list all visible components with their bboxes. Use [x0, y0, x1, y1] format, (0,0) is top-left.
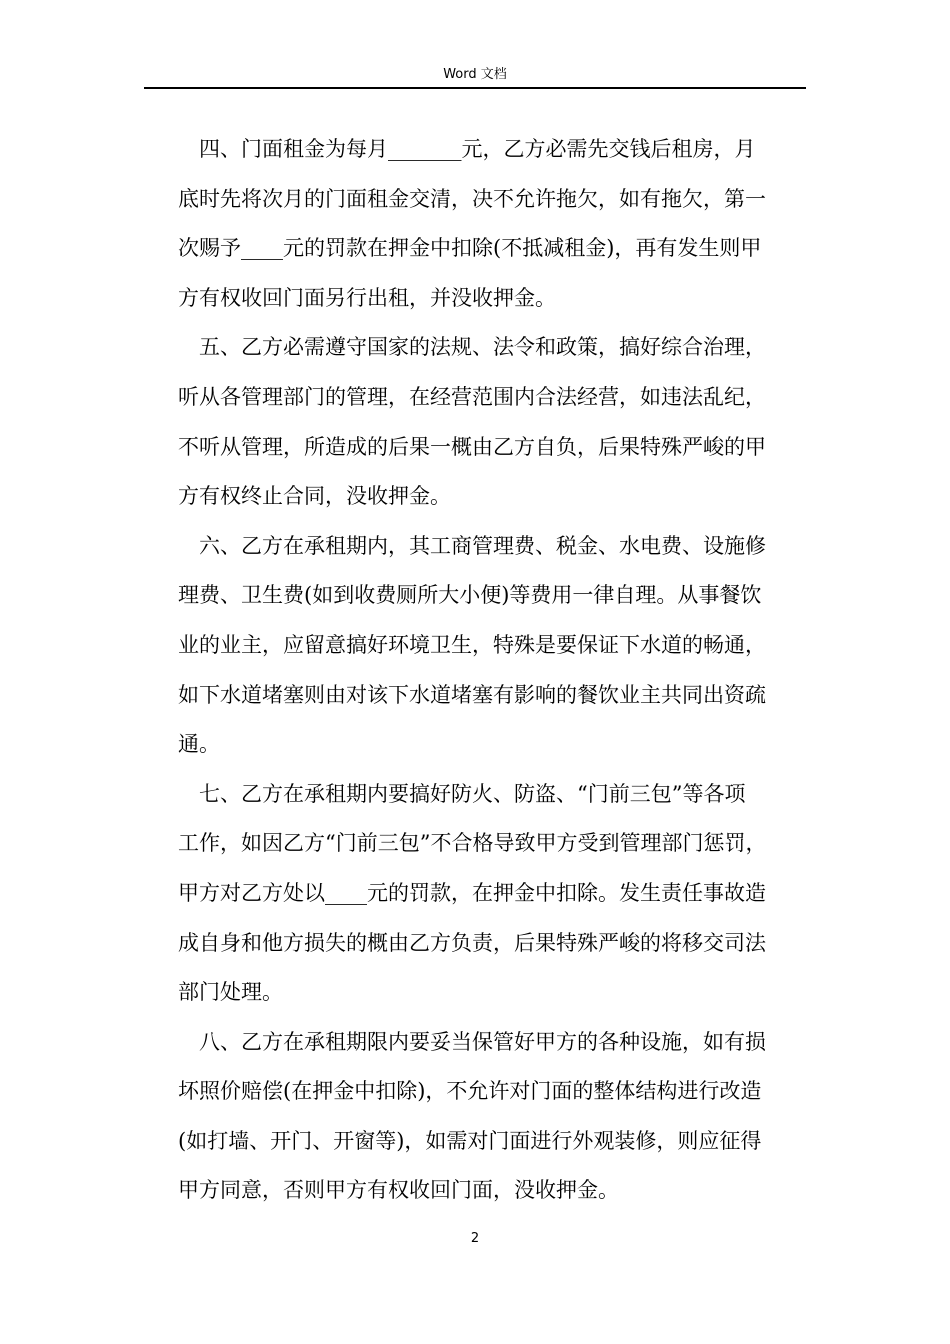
paragraph-line: 如下水道堵塞则由对该下水道堵塞有影响的餐饮业主共同出资疏 [178, 682, 766, 707]
paragraph-line: 八、乙方在承租期限内要妥当保管好甲方的各种设施，如有损 [199, 1029, 766, 1054]
paragraph-line: 听从各管理部门的管理，在经营范围内合法经营，如违法乱纪， [178, 384, 766, 409]
paragraph-line: 甲方对乙方处以____元的罚款，在押金中扣除。发生责任事故造 [178, 880, 766, 905]
clause-paragraph-5 [178, 323, 810, 521]
paragraph-line: 次赐予____元的罚款在押金中扣除(不抵减租金)，再有发生则甲 [178, 236, 762, 261]
header-divider [144, 87, 806, 89]
document-body [178, 125, 810, 1216]
paragraph-line: 甲方同意，否则甲方有权收回门面，没收押金。 [178, 1178, 619, 1203]
paragraph-line: 六、乙方在承租期内，其工商管理费、税金、水电费、设施修 [199, 533, 766, 558]
paragraph-line: 理费、卫生费(如到收费厕所大小便)等费用一律自理。从事餐饮 [178, 583, 762, 608]
paragraph-line: 通。 [178, 732, 220, 757]
paragraph-line: 工作，如因乙方“门前三包”不合格导致甲方受到管理部门惩罚， [178, 831, 767, 856]
paragraph-line: 部门处理。 [178, 980, 283, 1005]
paragraph-line: 成自身和他方损失的概由乙方负责，后果特殊严峻的将移交司法 [178, 930, 766, 955]
paragraph-line: 方有权收回门面另行出租，并没收押金。 [178, 285, 556, 310]
paragraph-line: 四、门面租金为每月_______元，乙方必需先交钱后租房，月 [199, 137, 756, 161]
paragraph-line: 业的业主，应留意搞好环境卫生，特殊是要保证下水道的畅通， [178, 632, 766, 657]
clause-paragraph-4 [178, 125, 810, 323]
paragraph-line: 方有权终止合同，没收押金。 [178, 484, 451, 509]
paragraph-line: 五、乙方必需遵守国家的法规、法令和政策，搞好综合治理， [199, 335, 766, 360]
clause-paragraph-7 [178, 770, 810, 1018]
paragraph-line: 坏照价赔偿(在押金中扣除)，不允许对门面的整体结构进行改造 [178, 1079, 762, 1104]
page-header-title: Word 文档 [443, 67, 507, 82]
paragraph-line: (如打墙、开门、开窗等)，如需对门面进行外观装修，则应征得 [178, 1128, 762, 1153]
paragraph-line: 不听从管理，所造成的后果一概由乙方自负，后果特殊严峻的甲 [178, 434, 766, 459]
page-number: 2 [470, 1231, 480, 1246]
paragraph-line: 七、乙方在承租期内要搞好防火、防盗、“门前三包”等各项 [199, 781, 746, 806]
clause-paragraph-6 [178, 522, 810, 770]
clause-paragraph-8 [178, 1018, 810, 1216]
paragraph-line: 底时先将次月的门面租金交清，决不允许拖欠，如有拖欠，第一 [178, 186, 766, 211]
